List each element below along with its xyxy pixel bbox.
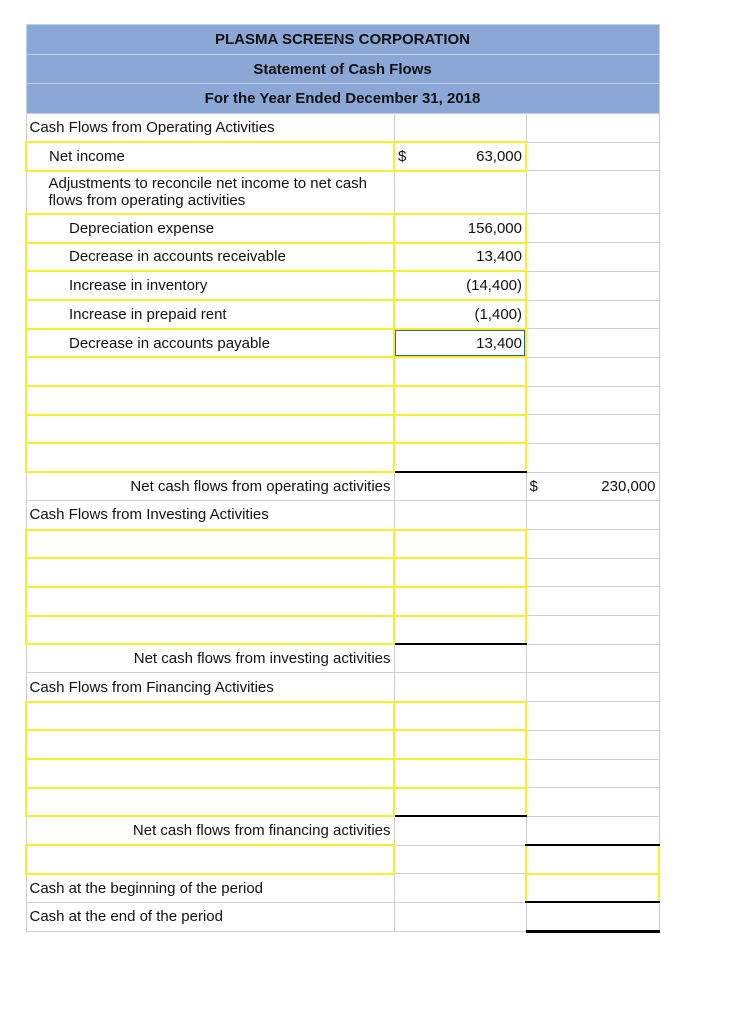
amount-cell-col3 bbox=[526, 271, 659, 300]
amount-cell-col3 bbox=[526, 501, 659, 530]
amount-value: 63,000 bbox=[476, 148, 522, 166]
row-label: Cash Flows from Financing Activities bbox=[26, 673, 394, 702]
table-row bbox=[26, 271, 659, 300]
header-row bbox=[26, 25, 659, 55]
table-row bbox=[26, 357, 659, 386]
amount-cell-col3 bbox=[526, 300, 659, 329]
amount-cell-col3 bbox=[526, 443, 659, 472]
amount-cell-col3 bbox=[526, 788, 659, 817]
amount-cell-col2[interactable] bbox=[394, 443, 526, 472]
amount-cell-col2 bbox=[394, 644, 526, 673]
header-row bbox=[26, 54, 659, 84]
amount-cell-col3 bbox=[526, 673, 659, 702]
amount bbox=[398, 335, 522, 352]
amount-cell-col3 bbox=[526, 114, 659, 143]
label-input-cell[interactable] bbox=[26, 702, 394, 731]
label-input-cell[interactable] bbox=[26, 616, 394, 645]
label-input-cell[interactable] bbox=[26, 386, 394, 415]
row-label: Net cash flows from investing activities bbox=[26, 644, 394, 673]
amount bbox=[530, 478, 656, 495]
amount-cell-col3 bbox=[526, 530, 659, 559]
table-row bbox=[26, 300, 659, 329]
amount-cell-col2 bbox=[394, 845, 526, 874]
amount-cell-col2[interactable] bbox=[394, 329, 526, 358]
row-label[interactable]: Increase in inventory bbox=[26, 271, 394, 300]
amount-cell-col3 bbox=[526, 415, 659, 444]
row-label[interactable]: Net income bbox=[26, 142, 394, 171]
table-row bbox=[26, 587, 659, 616]
amount-cell-col3 bbox=[526, 816, 659, 845]
amount-cell-col3 bbox=[526, 730, 659, 759]
amount-cell-col2[interactable] bbox=[394, 530, 526, 559]
table-row bbox=[26, 788, 659, 817]
company-name: PLASMA SCREENS CORPORATION bbox=[26, 25, 659, 55]
amount-cell-col2 bbox=[394, 816, 526, 845]
amount-cell-col2[interactable] bbox=[394, 616, 526, 645]
amount-cell-col2[interactable] bbox=[394, 788, 526, 817]
row-label: Cash Flows from Operating Activities bbox=[26, 114, 394, 143]
cash-flow-statement-table bbox=[25, 24, 660, 933]
amount-cell-col2[interactable] bbox=[394, 730, 526, 759]
amount-value: (14,400) bbox=[466, 277, 522, 295]
table-row bbox=[26, 616, 659, 645]
amount-cell-col2[interactable] bbox=[394, 386, 526, 415]
row-label[interactable]: Decrease in accounts receivable bbox=[26, 243, 394, 272]
table-row bbox=[26, 644, 659, 673]
amount-cell-col2 bbox=[394, 171, 526, 214]
amount bbox=[398, 306, 522, 323]
amount-cell-col2 bbox=[394, 501, 526, 530]
statement-title: Statement of Cash Flows bbox=[26, 54, 659, 84]
amount-cell-col2[interactable] bbox=[394, 300, 526, 329]
label-input-cell[interactable] bbox=[26, 730, 394, 759]
dollar-sign: $ bbox=[529, 477, 538, 495]
amount-cell-col2[interactable] bbox=[394, 142, 526, 171]
table-row bbox=[26, 730, 659, 759]
label-input-cell[interactable] bbox=[26, 558, 394, 587]
amount-cell-col2[interactable] bbox=[394, 587, 526, 616]
table-row bbox=[26, 443, 659, 472]
amount-cell-col3 bbox=[526, 329, 659, 358]
row-label: Cash at the beginning of the period bbox=[26, 874, 394, 903]
amount-cell-col2[interactable] bbox=[394, 759, 526, 788]
table-row bbox=[26, 874, 659, 903]
amount-value: (1,400) bbox=[474, 305, 522, 323]
table-row bbox=[26, 329, 659, 358]
row-label[interactable]: Decrease in accounts payable bbox=[26, 329, 394, 358]
amount-cell-col2 bbox=[394, 472, 526, 501]
label-input-cell[interactable] bbox=[26, 587, 394, 616]
amount-value: 13,400 bbox=[476, 334, 522, 352]
amount-cell-col3 bbox=[526, 214, 659, 243]
amount-cell-col2[interactable] bbox=[394, 415, 526, 444]
label-input-cell[interactable] bbox=[26, 415, 394, 444]
amount-cell-col2[interactable] bbox=[394, 214, 526, 243]
table-row bbox=[26, 902, 659, 931]
amount bbox=[398, 220, 522, 237]
amount-value: 230,000 bbox=[601, 477, 656, 495]
table-row bbox=[26, 142, 659, 171]
amount-cell-col3[interactable] bbox=[526, 845, 659, 874]
row-label: Cash Flows from Investing Activities bbox=[26, 501, 394, 530]
table-row bbox=[26, 415, 659, 444]
amount bbox=[398, 148, 522, 165]
table-row bbox=[26, 472, 659, 501]
amount-cell-col2[interactable] bbox=[394, 702, 526, 731]
amount-cell-col3 bbox=[526, 386, 659, 415]
amount-cell-col3 bbox=[526, 171, 659, 214]
table-row bbox=[26, 214, 659, 243]
dollar-sign: $ bbox=[398, 148, 407, 166]
table-row bbox=[26, 386, 659, 415]
table-row bbox=[26, 673, 659, 702]
amount-value: 13,400 bbox=[476, 248, 522, 266]
label-input-cell[interactable] bbox=[26, 845, 394, 874]
table-row bbox=[26, 530, 659, 559]
amount-cell-col3 bbox=[526, 702, 659, 731]
row-label[interactable]: Increase in prepaid rent bbox=[26, 300, 394, 329]
amount-cell-col2 bbox=[394, 874, 526, 903]
row-label: Net cash flows from operating activities bbox=[26, 472, 394, 501]
header-row bbox=[26, 84, 659, 114]
label-input-cell[interactable] bbox=[26, 357, 394, 386]
label-input-cell[interactable] bbox=[26, 788, 394, 817]
statement-period: For the Year Ended December 31, 2018 bbox=[26, 84, 659, 114]
table-row bbox=[26, 845, 659, 874]
table-row bbox=[26, 114, 659, 143]
amount-cell-col3 bbox=[526, 558, 659, 587]
amount-cell-col2 bbox=[394, 902, 526, 931]
amount-cell-col3 bbox=[526, 142, 659, 171]
table-row bbox=[26, 558, 659, 587]
amount-cell-col2 bbox=[394, 673, 526, 702]
table-row bbox=[26, 243, 659, 272]
amount-cell-col2[interactable] bbox=[394, 271, 526, 300]
amount bbox=[398, 277, 522, 294]
amount-cell-col2[interactable] bbox=[394, 357, 526, 386]
amount-cell-col3[interactable] bbox=[526, 874, 659, 903]
row-label: Net cash flows from financing activities bbox=[26, 816, 394, 845]
amount-cell-col2[interactable] bbox=[394, 243, 526, 272]
table-row bbox=[26, 501, 659, 530]
amount-value: 156,000 bbox=[467, 219, 522, 237]
amount-cell-col3 bbox=[526, 472, 659, 501]
amount-cell-col3 bbox=[526, 616, 659, 645]
table-row bbox=[26, 702, 659, 731]
table-row bbox=[26, 171, 659, 214]
table-row bbox=[26, 816, 659, 845]
label-input-cell[interactable] bbox=[26, 443, 394, 472]
amount-cell-col3 bbox=[526, 587, 659, 616]
amount-cell-col3 bbox=[526, 902, 659, 931]
label-input-cell[interactable] bbox=[26, 530, 394, 559]
amount bbox=[398, 248, 522, 265]
row-label[interactable]: Depreciation expense bbox=[26, 214, 394, 243]
amount-cell-col3 bbox=[526, 243, 659, 272]
amount-cell-col3 bbox=[526, 759, 659, 788]
amount-cell-col3 bbox=[526, 357, 659, 386]
row-label: Adjustments to reconcile net income to net cash flows from operating activities bbox=[26, 171, 394, 214]
amount-cell-col2[interactable] bbox=[394, 558, 526, 587]
label-input-cell[interactable] bbox=[26, 759, 394, 788]
amount-cell-col3 bbox=[526, 644, 659, 673]
row-label: Cash at the end of the period bbox=[26, 902, 394, 931]
table-row bbox=[26, 759, 659, 788]
amount-cell-col2 bbox=[394, 114, 526, 143]
